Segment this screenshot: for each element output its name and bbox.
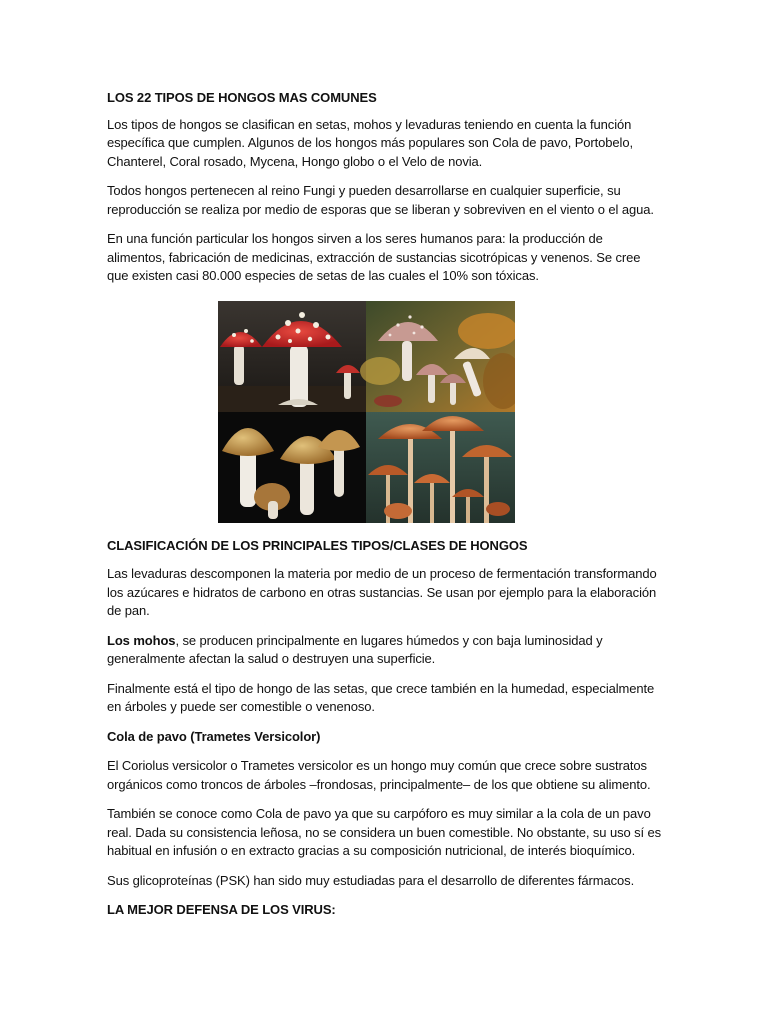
setas-paragraph: Finalmente está el tipo de hongo de las setas, que crece también en la humedad, especialmente en árboles y puede ser comestible o venenoso. (107, 680, 655, 714)
section-heading: CLASIFICACIÓN DE LOS PRINCIPALES TIPOS/CLASES DE HONGOS (107, 537, 528, 553)
mohos-term: Los mohos (107, 632, 176, 648)
tan-mushrooms-photo (218, 412, 366, 523)
intro-paragraph-2: Todos hongos pertenecen al reino Fungi y pueden desarrollarse en cualquier superficie, su reproducción se realiza por medio de esporas que se liberan y sobreviven en el viento o el agua. (107, 183, 654, 217)
cola-paragraph-3: Sus glicoproteínas (PSK) han sido muy estudiadas para el desarrollo de diferentes fármacos. (107, 872, 635, 888)
cola-paragraph-1: El Coriolus versicolor o Trametes versicolor es un hongo muy común que crece sobre sustratos orgánicos como troncos de árboles –frondosas, principalmente– de los que obtiene su alimento. (107, 758, 651, 792)
intro-paragraph-3: En una función particular los hongos sirven a los seres humanos para: la producción de alimentos, fabricación de medicinas, extracción de sustancias sicotrópicas y venenos. Se cree que existen casi 80.000 especies de setas de las cuales el 10% son tóxicas. (107, 231, 641, 283)
cola-paragraph-2: También se conoce como Cola de pavo ya que su carpóforo es muy similar a la cola de un pavo real. Dada su consistencia leñosa, no se considera un buen comestible. No obstante, su uso sí es habitual en infusión o en extracto gracias a su composición nutricional, de interés bioquímico. (107, 806, 662, 858)
mohos-paragraph (107, 632, 663, 669)
pink-mushrooms-photo (360, 301, 515, 412)
document-title: LOS 22 TIPOS DE HONGOS MAS COMUNES (107, 90, 377, 105)
mohos-text: , se producen principalmente en lugares húmedos y con baja luminosidad y generalmente afectan la salud o destruyen una superficie. (107, 632, 603, 666)
final-heading: LA MEJOR DEFENSA DE LOS VIRUS: (107, 902, 336, 917)
intro-paragraph-1: Los tipos de hongos se clasifican en setas, mohos y levaduras teniendo en cuenta la función específica que cumplen. Algunos de los hongos más populares son Cola de pavo, Portobelo, Chanterel, Coral rosado, Mycena, Hongo globo o el Velo de novia. (107, 116, 633, 169)
orange-mushrooms-photo (366, 412, 515, 523)
mushroom-photo-collage (218, 301, 515, 523)
levaduras-paragraph: Las levaduras descomponen la materia por medio de un proceso de fermentación transformando los azúcares e hidratos de carbono en otras sustancias. Se usan por ejemplo para la elaboración de pan. (107, 566, 657, 618)
fly-agaric-photo (218, 301, 366, 412)
cola-de-pavo-subheading: Cola de pavo (Trametes Versicolor) (107, 728, 321, 744)
